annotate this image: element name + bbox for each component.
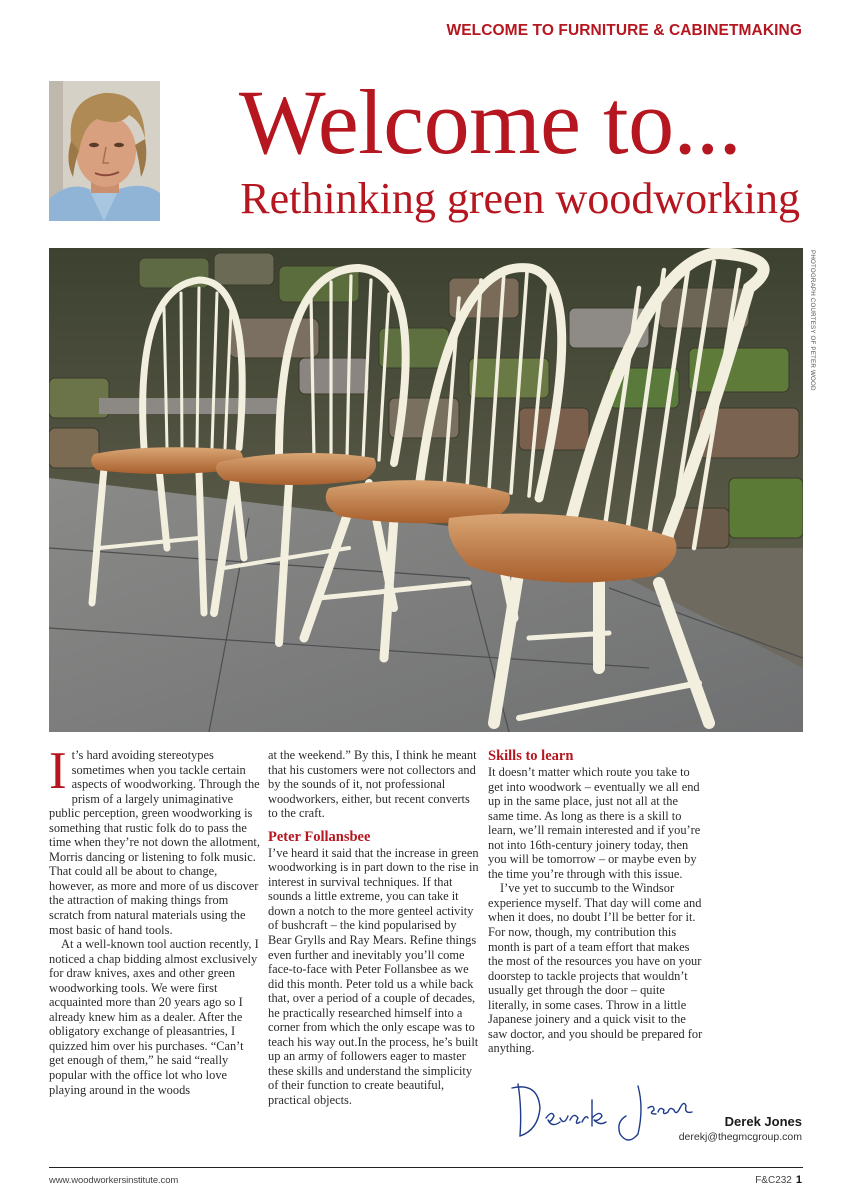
- footer-website-link[interactable]: www.woodworkersinstitute.com: [49, 1175, 179, 1186]
- footer-divider: [49, 1167, 803, 1168]
- page-title: Welcome to...: [238, 71, 742, 173]
- paragraph: I’ve heard it said that the increase in green woodworking is in part down to the rise in interest in survival techniques. If that sounds a little extreme, you can take it down a notch to the more genteel activity of bushcraft – the kind popularised by Bear Grylls and Ray Mears. Refine things even further and inevitably you’ll come face-to-face with Peter Follansbee as we did this month. Peter told us a while back that, over a period of a couple of decades, he practically researched himself into a corner from which the only escape was to teach his way out.In the process, he’s built up an army of followers eager to master these skills and understand the simplicity of their function to create beautiful, practical objects.: [268, 845, 479, 1108]
- portrait-image: [49, 81, 160, 221]
- subheading-skills-to-learn: Skills to learn: [488, 748, 574, 764]
- signature-scribble-icon: [508, 1078, 698, 1148]
- drop-cap: I: [49, 742, 67, 800]
- subheading-peter-follansbee: Peter Follansbee: [268, 828, 371, 845]
- article-column-1: [49, 742, 261, 1097]
- headline: [180, 72, 800, 223]
- photo-credit: PHOTOGRAPH COURTESY OF PETER WOOD: [809, 250, 816, 391]
- author-name: Derek Jones: [724, 1114, 802, 1129]
- page-number: 1: [795, 1174, 802, 1186]
- author-email-link[interactable]: derekj@thegmcgroup.com: [678, 1131, 802, 1143]
- author-signature: [508, 1078, 698, 1148]
- intro-text: t’s hard avoiding stereotypes sometimes when you tackle certain aspects of woodworking. Through the prism of a largely unimaginative public perception, green woodworking is something that rustic folk do to pass the time when they’re not down the allotment, Morris dancing or listening to folk music. That could all be about to change, however, as more and more of us discover the attraction of making things from scratch from natural materials using the most basic of hand tools.: [49, 748, 260, 937]
- issue-number: F&C232: [755, 1175, 792, 1186]
- hero-photo: [49, 248, 803, 732]
- paragraph: at the weekend.” By this, I think he meant that his customers were not collectors and by the sounds of it, not professional woodworkers, either, but recent converts to the craft.: [268, 748, 477, 821]
- chairs-photo-illustration: [49, 248, 803, 732]
- author-portrait: [49, 81, 160, 221]
- footer-page-info: [755, 1174, 802, 1186]
- paragraph: At a well-known tool auction recently, I noticed a chap bidding almost exclusively for draw knives, axes and other green woodworking tools. We were first acquainted more than 20 years ago so I already knew him as a dealer. After the obligatory exchange of pleasantries, I quizzed him over his purchases. “Can’t get enough of them,” he said “really popular with the office lot who love playing around in the woods: [49, 937, 259, 1097]
- paragraph: I’ve yet to succumb to the Windsor experience myself. That day will come and when it does, no doubt I’ll be better for it. For now, though, my contribution this month is part of a team effort that makes the most of the resources you have on your doorstep to tackle projects that wouldn’t usually get through the door – quite literally, in some cases. Throw in a little Japanese joinery and a quick visit to the saw doctor, and you should be prepared for anything.: [488, 881, 703, 1056]
- page-subtitle: Rethinking green woodworking: [240, 174, 800, 223]
- article-column-3: [488, 748, 704, 1056]
- paragraph: It doesn’t matter which route you take to get into woodwork – eventually we all end up in the same place, just not all at the same time. As long as there is a skill to learn, we’ll remain interested and if you’re not into 16th-century joinery today, then you will be tomorrow – or maybe even by the time you’re through with this issue.: [488, 765, 701, 881]
- intro-paragraph: [49, 742, 261, 937]
- section-header: WELCOME TO FURNITURE & CABINETMAKING: [446, 22, 802, 39]
- article-column-2: [268, 748, 482, 1108]
